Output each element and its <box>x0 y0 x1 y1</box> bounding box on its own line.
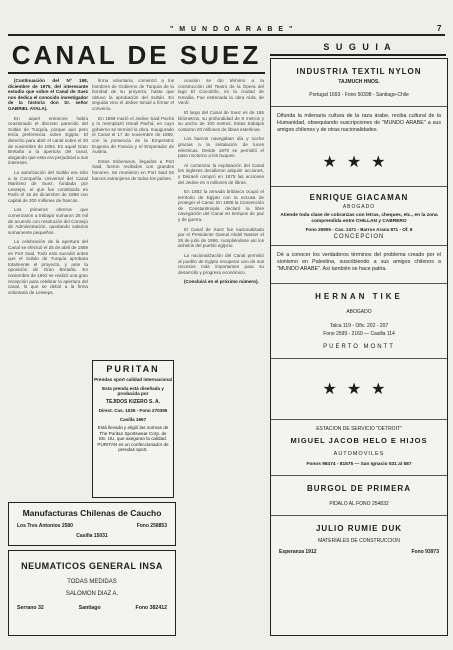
neumaticos-phone: Fono 382412 <box>135 605 167 611</box>
article-paragraph: En 1882 la armada británica ocupó el territorio de Egipto con la excusa de proteger el Canal. En 1888 la Convención de Constantinopla declaró la libre navegación del Canal en tiempos de paz y de guerra. <box>178 189 264 223</box>
tike-title: ABOGADO <box>346 309 372 315</box>
giacaman-title: ABOGADO <box>342 204 376 210</box>
rumie-name: JULIO RUMIE DUK <box>315 524 403 533</box>
textil-address: Portugal 1693 - Fono 50398 - Santiago-Chile <box>309 92 409 98</box>
manufacturas-address: Los Tres Antonios 2580 <box>17 523 73 529</box>
article-paragraph: La celebración de la apertura del Canal se efectuó el 25 de abril de 1859 en Port Said. Todo esto sucedió antes que el Sultán de Turquía aprobara totalmente el proyecto, y ante la oposición de Gran Bretaña. En noviembre de 1862 se realizó una gran recepción para celebrar la apertura del canal, lo que se debió a la firma voluntaria de Lesseps. <box>8 239 88 295</box>
article-intro: (Continuación del Nº 198, diciembre de 1970, del interesante estudio que sobre el Canal de Suez nos dedica el conocido investigador de la historia don Sr. señor GABRIEL AYALA). <box>8 78 88 111</box>
tike-address: Talca 119 - Ofic. 202 - 207 <box>329 323 389 329</box>
article-paragraph: La nacionalización del Canal permitió al pueblo de Egipto recuperar uno de sus recursos más importantes para su desarrollo y progreso económico. <box>178 253 264 275</box>
article-paragraph: Los primeros obreros que comenzaron a trabajar sumaron 25 mil de acuerdo con resolución del Consejo de Administración, quedando salarios sumamente pequeños. <box>8 207 88 235</box>
tike-name: HERNAN TIKE <box>315 292 403 301</box>
magazine-header: " M U N D O A R A B E " <box>170 26 295 33</box>
puritan-line: Prendas sport calidad internacional <box>94 377 172 382</box>
stars-decoration: ★★★ <box>322 381 396 398</box>
rumie-phone: Fono 93973 <box>411 549 439 555</box>
tike-city: PUERTO MONTT <box>323 344 395 350</box>
giacaman-name: ENRIQUE GIACAMAN <box>309 193 409 202</box>
divider <box>271 515 447 516</box>
manufacturas-box: Casilla 15031 <box>76 533 108 539</box>
article-continuation: (Concluirá en el próximo número). <box>184 279 259 285</box>
article-paragraph: Los barcos navegaban día y noche gracias a la instalación de luces eléctricas. Desde 1870 se permitió el paso nocturno a los buques. <box>178 136 264 159</box>
detroit-category: AUTOMOVILES <box>333 451 385 457</box>
giacaman-city: CONCEPCION <box>333 234 385 240</box>
header-rule <box>8 34 445 36</box>
neumaticos-line: TODAS MEDIDAS <box>67 579 117 585</box>
article-paragraph: El largo del Canal de Suez es de 165 kilómetros, su profundidad de 8 metros y su ancho de 100 metros. Estas trabajos costaron 20 millones de libras esterlinas. <box>178 109 264 132</box>
giacaman-services: Atiende toda clase de cobranzas con letras, cheques, etc., en la zona comprendida entre CHILLAN y CABRERO <box>280 213 438 224</box>
puritan-ad <box>92 360 174 498</box>
textil-owner: TAJMUCH HNOS. <box>338 79 380 85</box>
puritan-brand: PURITAN <box>106 364 160 374</box>
puritan-box: Casilla 1667 <box>119 416 147 422</box>
article-paragraph: Estos Soberanos, llegados a Port Said, fueron recibidos con grandes honores. Se reunieron en Port Said 50 barcos extranjeros de todos los países. <box>92 158 174 181</box>
divider <box>271 475 447 476</box>
title-rule <box>8 72 265 74</box>
rumie-address: Esperanza 1912 <box>279 549 317 555</box>
guia-heading: S U G U I A <box>323 42 393 52</box>
neumaticos-city: Santiago <box>78 605 101 611</box>
article-column-2 <box>92 78 174 354</box>
puritan-line: Esta prenda está diseñada y producida por <box>102 385 164 396</box>
stars-decoration: ★★★ <box>322 154 396 171</box>
article-column-3 <box>178 78 264 633</box>
article-paragraph: En 1869 murió el Jedive Said Pachá y lo reemplazó Ismail Pachá, en cuyo gobierno se terminó la obra. Inaugurado el Canal el 17 de noviembre de 1869, con la presencia de la Emperatriz Eugenia de Francia y el Emperador de Austria. <box>92 115 174 155</box>
rumie-category: MATERIALES DE CONSTRUCCION <box>318 538 400 544</box>
guia-directory <box>270 58 448 636</box>
promo-text: Dé a conocer los verdaderos términos del problema creado por el sionismo en Palestina, suscribiendo a sus amigos chilenos a "MUNDO ARABE". Así también se hace patria. <box>277 252 441 272</box>
burgol-name: BURGOL DE PRIMERA <box>307 484 411 493</box>
tike-phone: Fono 2599 - 2160 — Casilla 114 <box>323 331 395 337</box>
promo-text: Difunda la milenaria cultura de la raza árabe, reciba cultural de la Humanidad, obsequiando suscripciones de "MUNDO ARABE" a sus amigos chilenos y de otras nacionalidades. <box>277 113 441 133</box>
divider <box>271 186 447 187</box>
divider <box>271 358 447 359</box>
manufacturas-phone: Fono 258853 <box>136 523 167 529</box>
detroit-name: MIGUEL JACOB HELO E HIJOS <box>290 436 428 445</box>
article-column-1 <box>8 78 88 498</box>
article-paragraph: ocasión se dio término a la construcción del Teatro de la Ópera del lago El Cocodrilo, en la ciudad de Ismailia. Fue estrenada la obra Aída, de Verdi. <box>178 78 264 106</box>
article-paragraph: Al comenzar la explotación del Canal los ingleses decidieron adquirir acciones, y Disraeli compró en 1875 las acciones del Jedive en 4 millones de libras. <box>178 162 264 185</box>
divider <box>271 419 447 420</box>
giacaman-contact: Fono 25905 - Cas. 1471 - Barros Arana 871 - Of. 8 <box>305 227 413 232</box>
guia-rule <box>270 54 446 56</box>
neumaticos-address: Serrano 32 <box>17 605 44 611</box>
article-paragraph: La autorización del Sultán era sólo a la Compañía Universal del Canal Marítimo de Suez, fundada por Lesseps, el que fue constituida en París el 15 de diciembre de 1858 con capital de 200 millones de francos. <box>8 169 88 203</box>
article-paragraph: firma voluntaria, comenzó a los hombres de Gobierno de Turquía de la bondad de su proyecto, hasta que obtuvo la aprobación del Sultán. En seguida vino el Jedive Ismail a firmar el convenio. <box>92 78 174 111</box>
neumaticos-owner: SALOMON DIAZ A. <box>65 591 119 597</box>
manufacturas-ad <box>8 502 176 546</box>
puritan-maker: TEJIDOS KIZERO S. A. <box>106 398 160 405</box>
burgol-phone: PIDALO AL FONO 254832 <box>329 501 389 507</box>
neumaticos-ad <box>8 550 176 636</box>
article-paragraph: En aquel entonces había ocasionado el discreto parecido del Sultán de Turquía, porque aun pero tenía preferencia sobre Egipto. El derecho para abrir el canal sobre el 30 de noviembre de 1854. En aquel Gran Bretaña a la apertura del canal, alegando que esta era perjudicial a sus intereses. <box>8 115 88 166</box>
puritan-note: Está llevada y eligió las normas de The Puritan Sportswear Corp. de EE. UU. que aseguran la calidad. PURITAN es un confeccionador de prendas sport. <box>97 425 169 452</box>
manufacturas-name: Manufacturas Chilenas de Caucho <box>22 508 162 518</box>
puritan-address: Direct. Cas. 1026 - Fono 270395 <box>98 408 168 413</box>
divider <box>271 283 447 284</box>
neumaticos-name: NEUMATICOS GENERAL INSA <box>21 561 163 571</box>
article-title: CANAL DE SUEZ <box>11 40 262 70</box>
article-paragraph: El Canal de Suez fue nacionalizado por el Presidente Gamal Abdel Nasser el 26 de julio de 1956, cumpliéndose así los anhelos del pueblo egipcio. <box>178 226 264 249</box>
textil-name: INDUSTRIA TEXTIL NYLON <box>296 67 422 76</box>
page-number: 7 <box>437 24 442 33</box>
detroit-contact: Fonos 98474 - 81575 — San Ignacio 531 al 587 <box>306 462 412 467</box>
detroit-station: ESTACION DE SERVICIO "DETROIT" <box>316 426 402 432</box>
